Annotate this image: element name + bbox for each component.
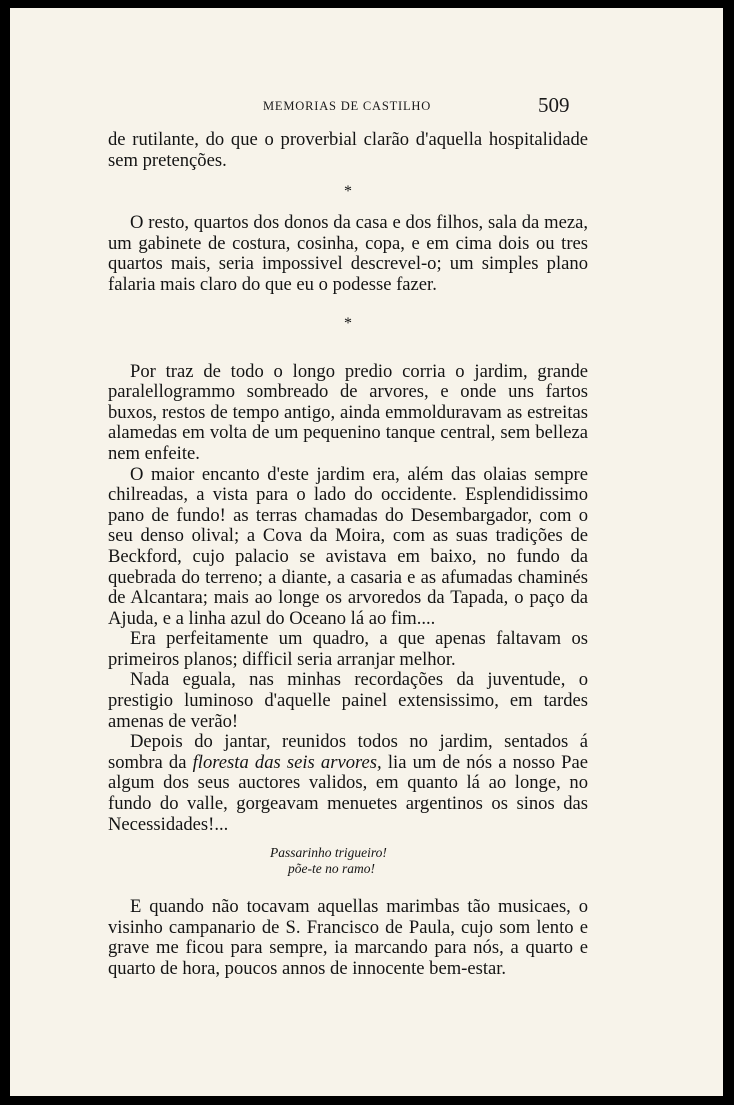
paragraph-4: O maior encanto d'este jardim era, além das olaias sempre chilreadas, a vista para o lado do occidente. Esplendidissimo pano de fundo! as terras chamadas do Desembargador, com o seu denso olival; a Cova da Moira, com as suas tradições de Beckford, cujo palacio se avistava em baixo, no fundo da quebrada do terreno; a diante, a casaria e as afumadas chaminés de Alcantara; mais ao longe os arvoredos da Tapada, o paço da Ajuda, e a linha azul do Oceano lá ao fim.... — [108, 463, 588, 629]
paragraph-7-start: Depois do jantar, reunidos todos no jardim, sentados á sombra da — [108, 731, 588, 773]
verse-line-2: põe-te no ramo! — [288, 861, 375, 877]
paragraph-8: E quando não tocavam aquellas marimbas tão musicaes, o visinho campanario de S. Francisco de Paula, cujo som lento e grave me ficou para sempre, ia marcando para nós, a quarto e quarto de hora, poucos annos de innocente bem-estar. — [108, 896, 588, 979]
body-text — [108, 130, 588, 980]
paragraph-3: Por traz de todo o longo predio corria o jardim, grande paralellogrammo sombreado de arvores, e onde uns fartos buxos, restos de tempo antigo, ainda emmolduravam as estreitas alamedas em volta de um pequenino tanque central, sem belleza nem enfeite. — [108, 360, 588, 464]
paragraph-5: Era perfeitamente um quadro, a que apenas faltavam os primeiros planos; difficil seria arranjar melhor. — [108, 628, 588, 670]
book-page — [10, 8, 723, 1096]
running-head: MEMORIAS DE CASTILHO — [263, 99, 432, 113]
paragraph-1: de rutilante, do que o proverbial clarão d'aquella hospitalidade sem pretenções. — [108, 129, 588, 171]
page-header — [10, 93, 723, 123]
verse-quote — [108, 845, 588, 877]
paragraph-7 — [108, 732, 588, 835]
italic-title: floresta das seis arvores, — [192, 751, 382, 773]
section-asterism-2: * — [344, 314, 352, 332]
paragraph-6: Nada eguala, nas minhas recordações da juventude, o prestigio luminoso d'aquelle painel extensissimo, em tardes amenas de verão! — [108, 669, 588, 732]
paragraph-7-end: lia um de nós a nosso Pae algum dos seus auctores validos, em quanto lá ao longe, no fundo do valle, gorgeavam menuetes argentinos os sinos das Necessidades!... — [108, 751, 588, 835]
page-number: 509 — [538, 93, 570, 117]
paragraph-2: O resto, quartos dos donos da casa e dos filhos, sala da meza, um gabinete de costura, cosinha, copa, e em cima dois ou tres quartos mais, seria impossivel descrevel-o; um simples plano falaria mais claro do que eu o podesse fazer. — [108, 212, 588, 295]
verse-line-1: Passarinho trigueiro! — [270, 845, 387, 861]
section-asterism-1: * — [344, 183, 352, 201]
